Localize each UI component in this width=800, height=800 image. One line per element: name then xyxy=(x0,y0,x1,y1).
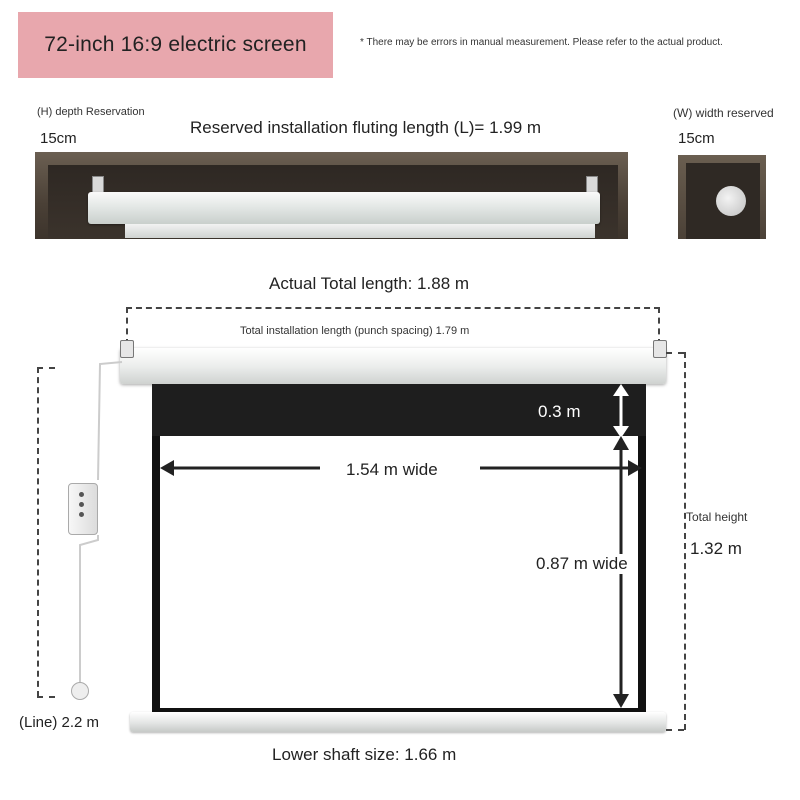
screen-height-label: 0.87 m wide xyxy=(536,554,628,573)
left-mount-icon xyxy=(120,340,134,358)
black-border-arrow xyxy=(606,384,636,440)
fluting-length-label: Reserved installation fluting length (L)= 1.99 m xyxy=(190,118,542,137)
depth-label: (H) depth Reservation xyxy=(37,106,145,118)
power-plug-icon xyxy=(71,682,89,700)
lower-shaft-label: Lower shaft size: 1.66 m xyxy=(272,745,457,764)
line-length-label: (Line) 2.2 m xyxy=(19,714,100,731)
install-length-label: Total installation length (punch spacing) 1.79 m xyxy=(240,325,470,337)
width-label: (W) width reserved xyxy=(673,106,774,120)
lower-shaft xyxy=(130,712,666,732)
black-border-label: 0.3 m xyxy=(538,402,581,421)
title-banner xyxy=(18,12,333,78)
right-mount-icon xyxy=(653,340,667,358)
depth-value: 15cm xyxy=(40,130,77,147)
screen-casing xyxy=(120,348,666,384)
line-length-dashed-line xyxy=(37,367,39,697)
total-height-top-tick xyxy=(666,352,684,354)
measurement-note: * There may be errors in manual measurement. Please refer to the actual product. xyxy=(360,37,723,48)
screen-roller-in-recess xyxy=(125,224,595,238)
wall-switch-controller-icon xyxy=(68,483,98,535)
screen-casing-in-recess xyxy=(88,192,600,224)
total-height-bottom-tick xyxy=(666,729,684,731)
casing-endcap-icon xyxy=(716,186,746,216)
line-length-top-tick xyxy=(37,367,55,369)
switch-button-up-icon xyxy=(79,492,84,497)
line-length-bottom-tick xyxy=(37,696,55,698)
screen-width-label: 1.54 m wide xyxy=(346,460,438,479)
total-height-label: Total height xyxy=(686,510,748,524)
total-length-dashed-line xyxy=(126,307,660,309)
switch-button-down-icon xyxy=(79,512,84,517)
total-height-dashed-line xyxy=(684,352,686,730)
total-height-value: 1.32 m xyxy=(690,539,742,558)
page-title: 72-inch 16:9 electric screen xyxy=(44,33,307,56)
switch-button-stop-icon xyxy=(79,502,84,507)
actual-total-length-label: Actual Total length: 1.88 m xyxy=(269,274,470,293)
width-value: 15cm xyxy=(678,130,715,147)
